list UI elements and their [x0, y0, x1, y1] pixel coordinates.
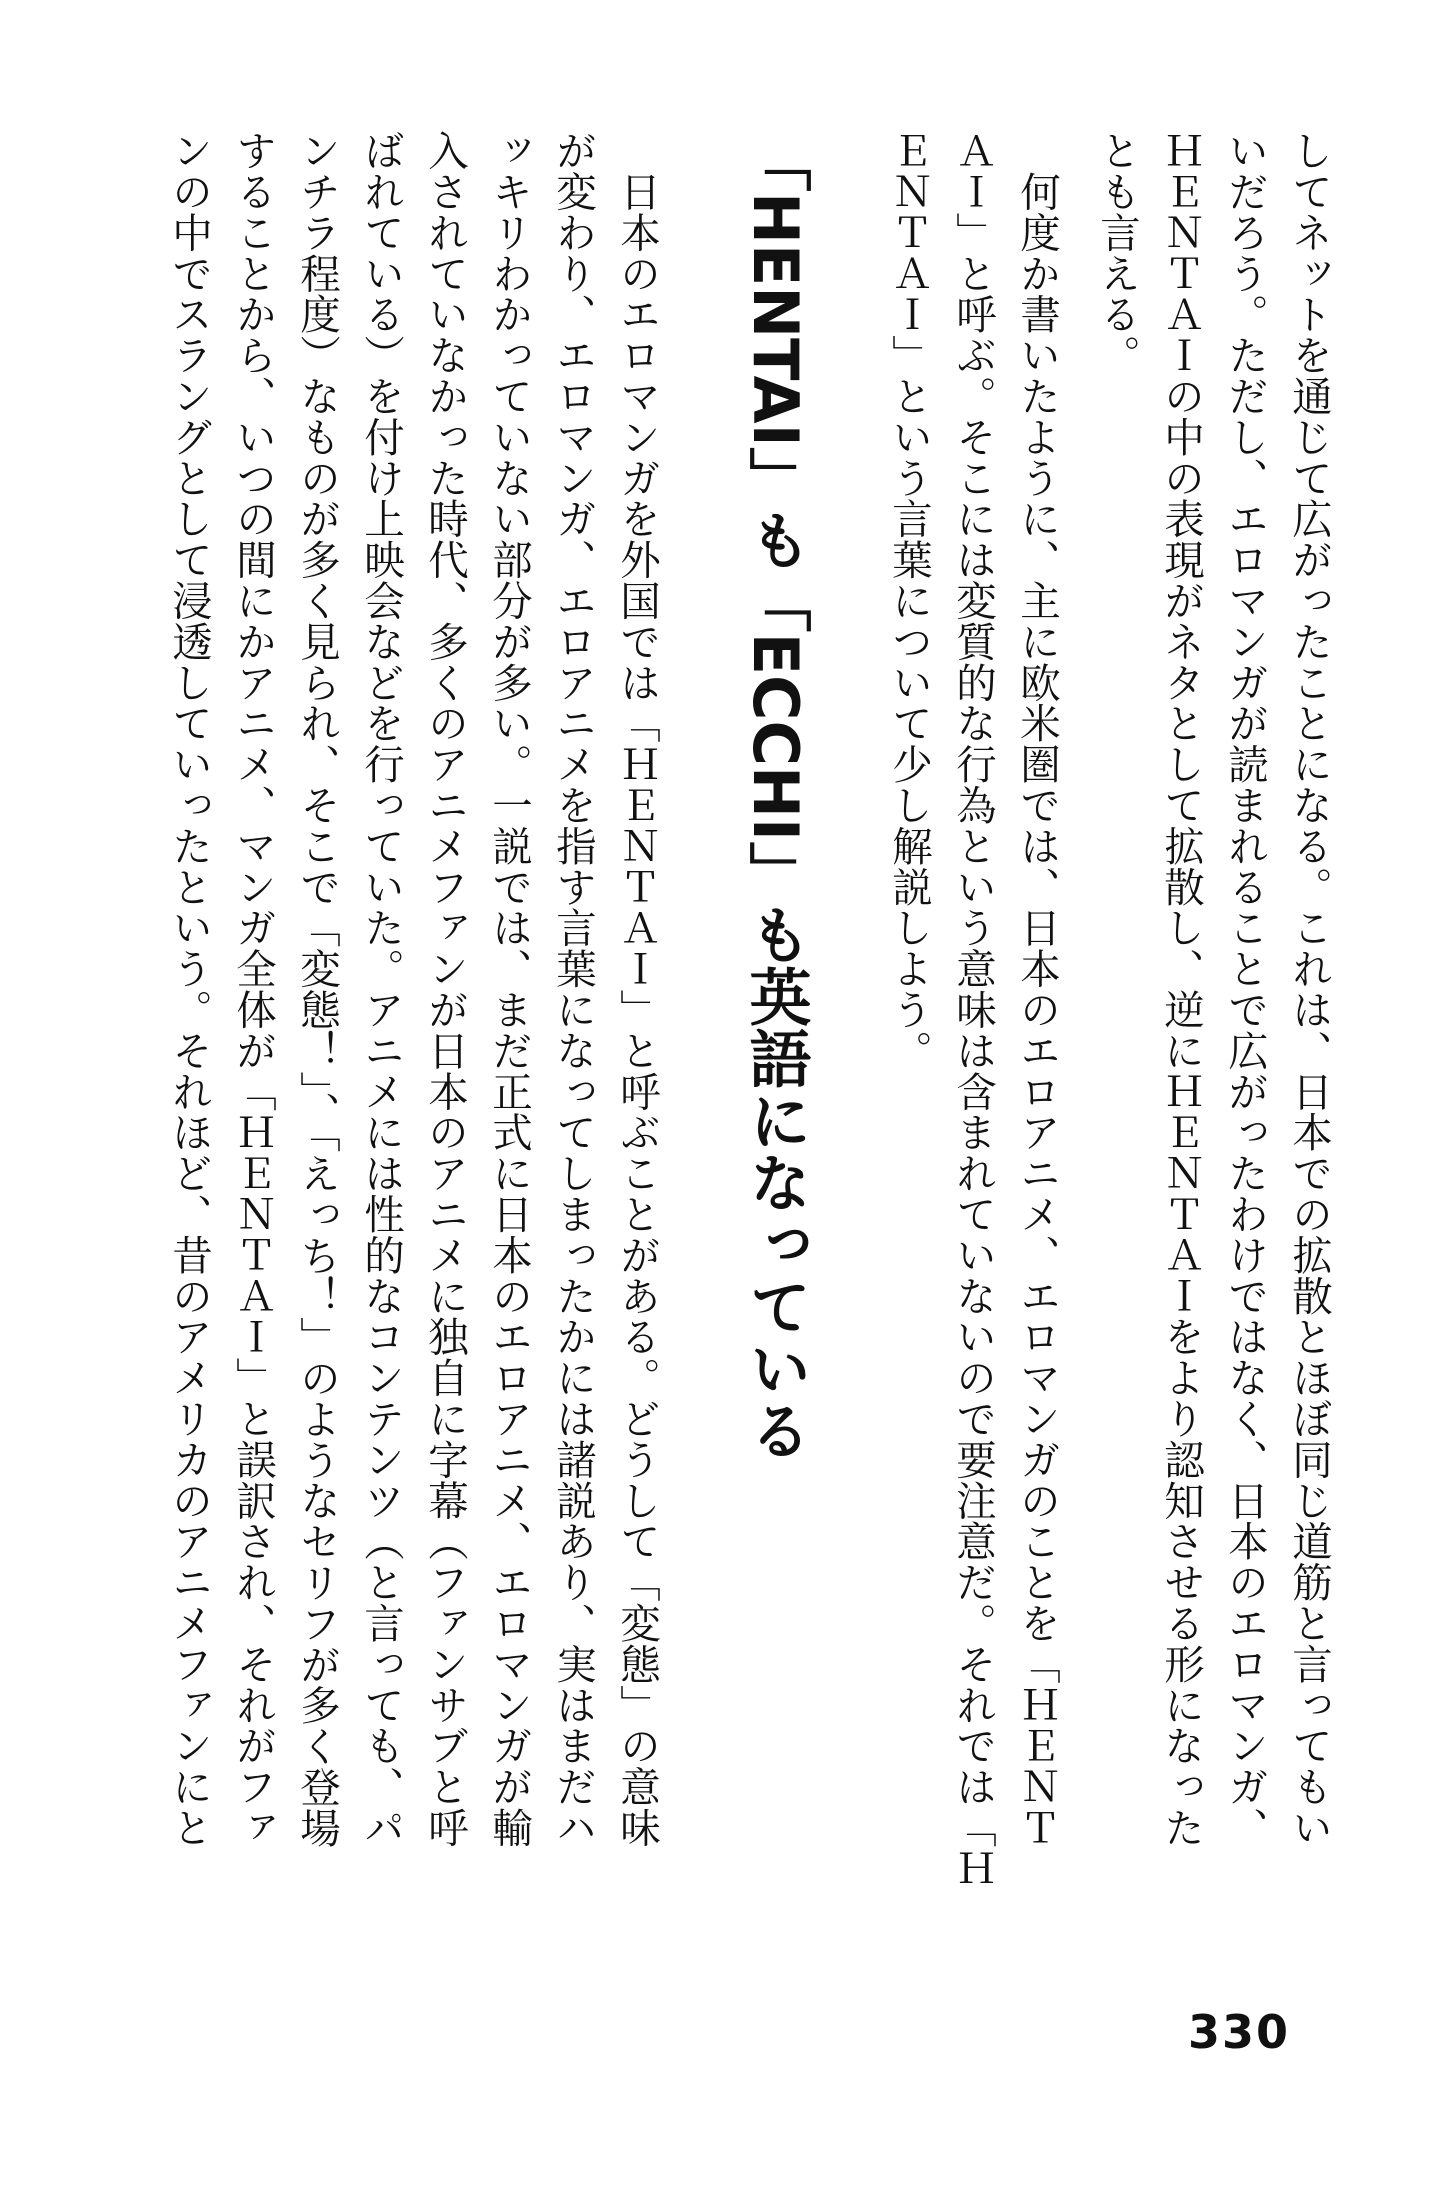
text-column-top-2: いだろう。ただし、エロマンガが読まれることで広がったわけではなく、日本のエロマンガ、 [1221, 130, 1269, 1848]
text-column-top-3: ＨＥＮＴＡＩの中の表現がネタとして拡散し、逆にＨＥＮＴＡＩをより認知させる形になった [1157, 130, 1205, 1848]
text-column-bottom-3: ッキリわかっていない部分が多い。一説では、まだ正式に日本のエロアニメ、エロマンガが輸 [485, 130, 533, 1848]
section-heading: 「HENTAI」も「ECCHI」も英語になっている [739, 130, 812, 1461]
text-column-bottom-6: ンチラ程度）なものが多く見られ、そこで「変態！」、「えっち！」のようなセリフが多く登場 [293, 130, 341, 1849]
text-column-top-7: ＥＮＴＡＩ」という言葉について少し解説しよう。 [885, 130, 933, 1071]
text-column-bottom-2: が変わり、エロマンガ、エロアニメを指す言葉になってしまったかには諸説あり、実はまだハ [549, 130, 597, 1848]
text-column-top-5: 何度か書いたように、主に欧米圏では、日本のエロアニメ、エロマンガのことを「ＨＥＮＴ [1013, 130, 1061, 1848]
page-number: 330 [1188, 2005, 1291, 2059]
text-column-bottom-1: 日本のエロマンガを外国では「ＨＥＮＴＡＩ」と呼ぶことがある。どうして「変態」の意味 [613, 130, 661, 1848]
text-column-bottom-5: ばれている）を付け上映会などを行っていた。アニメには性的なコンテンツ（と言っても、パ [357, 130, 405, 1848]
text-column-top-4: とも言える。 [1093, 130, 1141, 376]
text-column-top-6: ＡＩ」と呼ぶ。そこには変質的な行為という意味は含まれていないので要注意だ。それでは「Ｈ [949, 130, 997, 1889]
text-column-bottom-4: 入されていなかった時代、多くのアニメファンが日本のアニメに独自に字幕（ファンサブと呼 [421, 130, 469, 1848]
text-column-bottom-8: ンの中でスラングとして浸透していったという。それほど、昔のアメリカのアニメファンにと [165, 130, 213, 1848]
text-column-top-1: してネットを通じて広がったことになる。これは、日本での拡散とほぼ同じ道筋と言ってもい [1285, 130, 1333, 1848]
text-column-bottom-7: することから、いつの間にかアニメ、マンガ全体が「ＨＥＮＴＡＩ」と誤訳され、それがファ [229, 130, 277, 1848]
